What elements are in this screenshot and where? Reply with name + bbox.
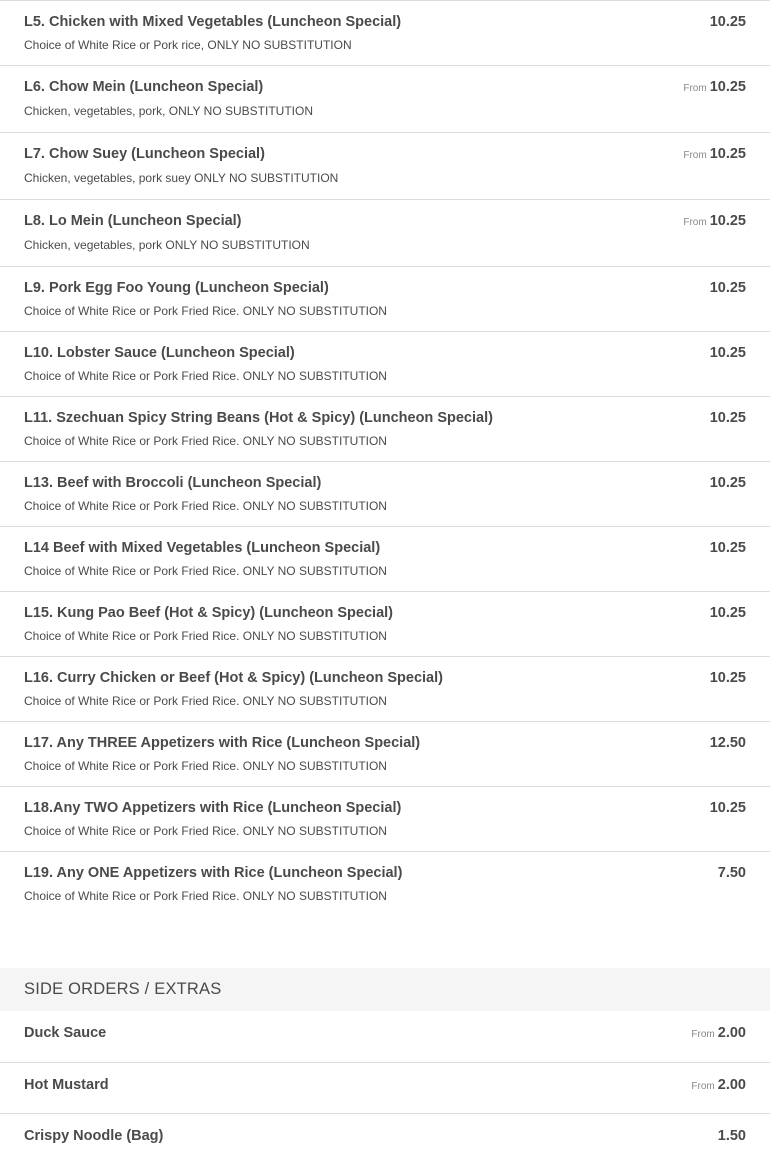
price-value: 10.25 <box>709 146 746 162</box>
item-price <box>691 1025 746 1041</box>
price-value: 10.25 <box>709 280 746 296</box>
price-value: 10.25 <box>709 14 746 30</box>
item-price <box>683 79 746 95</box>
item-name: L15. Kung Pao Beef (Hot & Spicy) (Luncheon Special) <box>24 605 393 621</box>
item-description: Choice of White Rice or Pork Fried Rice. ONLY NO SUBSTITUTION <box>24 304 387 318</box>
section-spacer <box>0 916 770 968</box>
menu-item[interactable] <box>0 199 770 266</box>
item-name: L8. Lo Mein (Luncheon Special) <box>24 213 242 229</box>
item-description: Choice of White Rice or Pork Fried Rice. ONLY NO SUBSTITUTION <box>24 694 387 708</box>
item-description: Choice of White Rice or Pork Fried Rice. ONLY NO SUBSTITUTION <box>24 499 387 513</box>
item-name: L5. Chicken with Mixed Vegetables (Luncheon Special) <box>24 14 402 30</box>
menu-item[interactable] <box>0 721 770 786</box>
item-description: Choice of White Rice or Pork rice, ONLY NO SUBSTITUTION <box>24 38 352 52</box>
price-value: 2.00 <box>717 1077 746 1093</box>
price-value: 10.25 <box>709 605 746 621</box>
item-name: L6. Chow Mein (Luncheon Special) <box>24 79 264 95</box>
price-value: 1.50 <box>717 1128 746 1144</box>
item-price <box>683 213 746 229</box>
side-orders-list <box>0 1011 770 1164</box>
item-price <box>707 345 746 361</box>
price-prefix: From <box>691 1081 715 1092</box>
menu-item[interactable] <box>0 1011 770 1062</box>
item-name: Crispy Noodle (Bag) <box>24 1128 164 1144</box>
price-value: 10.25 <box>709 540 746 556</box>
menu-item[interactable] <box>0 266 770 331</box>
price-value: 10.25 <box>709 345 746 361</box>
item-price <box>707 14 746 30</box>
item-price <box>715 865 746 881</box>
item-description: Choice of White Rice or Pork Fried Rice. ONLY NO SUBSTITUTION <box>24 824 387 838</box>
price-prefix: From <box>691 1029 715 1040</box>
item-price <box>691 1077 746 1093</box>
price-value: 10.25 <box>709 410 746 426</box>
price-prefix: From <box>683 150 707 161</box>
price-value: 10.25 <box>709 213 746 229</box>
item-description: Choice of White Rice or Pork Fried Rice. ONLY NO SUBSTITUTION <box>24 564 387 578</box>
menu-item[interactable] <box>0 461 770 526</box>
item-price <box>707 410 746 426</box>
menu-item[interactable] <box>0 0 770 65</box>
item-price <box>683 146 746 162</box>
item-name: Hot Mustard <box>24 1077 109 1093</box>
menu-item[interactable] <box>0 591 770 656</box>
item-name: L18.Any TWO Appetizers with Rice (Luncheon Special) <box>24 800 402 816</box>
item-name: L16. Curry Chicken or Beef (Hot & Spicy) (Luncheon Special) <box>24 670 443 686</box>
item-name: L17. Any THREE Appetizers with Rice (Luncheon Special) <box>24 735 421 751</box>
price-value: 12.50 <box>709 735 746 751</box>
price-value: 2.00 <box>717 1025 746 1041</box>
item-price <box>715 1128 746 1144</box>
menu-item[interactable] <box>0 331 770 396</box>
item-name: Duck Sauce <box>24 1025 107 1041</box>
item-price <box>707 605 746 621</box>
price-prefix: From <box>683 83 707 94</box>
item-description: Choice of White Rice or Pork Fried Rice. ONLY NO SUBSTITUTION <box>24 759 387 773</box>
item-name: L11. Szechuan Spicy String Beans (Hot & Spicy) (Luncheon Special) <box>24 410 493 426</box>
menu-item[interactable] <box>0 396 770 461</box>
item-name: L9. Pork Egg Foo Young (Luncheon Special) <box>24 280 329 296</box>
menu-item[interactable] <box>0 1062 770 1113</box>
item-price <box>707 475 746 491</box>
item-name: L14 Beef with Mixed Vegetables (Luncheon Special) <box>24 540 381 556</box>
item-description: Choice of White Rice or Pork Fried Rice. ONLY NO SUBSTITUTION <box>24 369 387 383</box>
item-description: Choice of White Rice or Pork Fried Rice. ONLY NO SUBSTITUTION <box>24 629 387 643</box>
item-description: Choice of White Rice or Pork Fried Rice. ONLY NO SUBSTITUTION <box>24 889 387 903</box>
price-prefix: From <box>683 217 707 228</box>
price-value: 10.25 <box>709 670 746 686</box>
menu-item[interactable] <box>0 65 770 132</box>
item-name: L13. Beef with Broccoli (Luncheon Special) <box>24 475 322 491</box>
section-header: SIDE ORDERS / EXTRAS <box>0 968 770 1011</box>
item-name: L19. Any ONE Appetizers with Rice (Luncheon Special) <box>24 865 403 881</box>
menu-item[interactable] <box>0 526 770 591</box>
item-description: Chicken, vegetables, pork, ONLY NO SUBSTITUTION <box>24 104 313 118</box>
item-price <box>707 735 746 751</box>
price-value: 10.25 <box>709 800 746 816</box>
menu-item[interactable] <box>0 1113 770 1164</box>
menu-item[interactable] <box>0 786 770 851</box>
item-name: L10. Lobster Sauce (Luncheon Special) <box>24 345 295 361</box>
item-name: L7. Chow Suey (Luncheon Special) <box>24 146 265 162</box>
item-price <box>707 540 746 556</box>
menu-item[interactable] <box>0 132 770 199</box>
item-description: Chicken, vegetables, pork suey ONLY NO SUBSTITUTION <box>24 171 339 185</box>
item-description: Chicken, vegetables, pork ONLY NO SUBSTITUTION <box>24 238 310 252</box>
price-value: 7.50 <box>717 865 746 881</box>
menu-item[interactable] <box>0 851 770 916</box>
price-value: 10.25 <box>709 79 746 95</box>
item-description: Choice of White Rice or Pork Fried Rice. ONLY NO SUBSTITUTION <box>24 434 387 448</box>
item-price <box>707 280 746 296</box>
item-price <box>707 670 746 686</box>
menu-item[interactable] <box>0 656 770 721</box>
price-value: 10.25 <box>709 475 746 491</box>
item-price <box>707 800 746 816</box>
